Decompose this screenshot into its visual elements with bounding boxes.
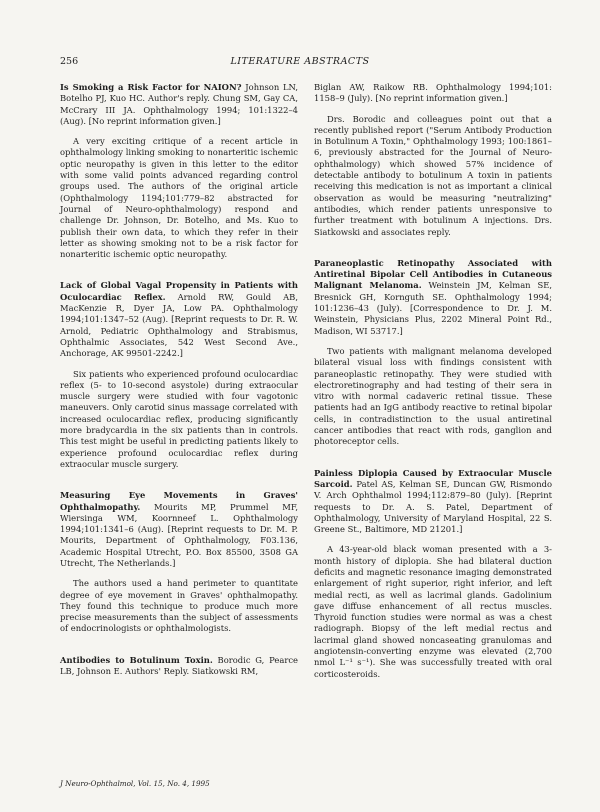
abstract-citation: Patel AS, Kelman SE, Duncan GW, Rismondo V. Arch Ophthalmol 1994;112:879–80 (July). [Reprint requests to Dr. A. S. Patel, Department of Ophthalmology, University of Maryland Hospital, 22 S. Greene St., Baltimore, MD 21201.] [314, 478, 552, 535]
abstract-citation: Weinstein JM, Kelman SE, Bresnick GH, Kornguth SE. Ophthalmology 1994; 101:1236–43 (July). [Correspondence to Dr. J. M. Weinstein, Physicians Plus, 2202 Mineral Point Rd., Madison, WI 53717.] [314, 280, 552, 336]
abstract-body: Two patients with malignant melanoma developed bilateral visual loss with findings consistent with paraneoplastic retinopathy. They were studied with electroretinography and had testing of their sera in vitro with normal cadaveric retinal tissue. These patients had an IgG antibody reactive to retinal bipolar cells, in contradistinction to the usual antiretinal cancer antibodies that react with rods, ganglion and photoreceptor cells. [314, 345, 552, 447]
abstract-graves-eye-movements [60, 490, 298, 635]
left-column [60, 82, 298, 697]
abstract-body: Six patients who experienced profound oculocardiac reflex (5- to 10-second asystole) during extraocular muscle surgery were studied with four vagotonic maneuvers. Only carotid sinus massage correlated with increased oculocardiac reflex, producing significantly more bradycardia in the six patients than in controls. This test might be useful in predicting patients likely to experience profound oculocardiac reflex during extraocular muscle surgery. [60, 368, 298, 469]
abstract-body: Drs. Borodic and colleagues point out that a recently published report ("Serum Antibody Production in Botulinum A Toxin," Ophthalmology 1993; 100:1861–6, previously abstracted for the Journal of Neuro-ophthalmology) which showed 57% incidence of detectable antibody to botulinum A toxin in patients receiving this medication is not as important a clinical observation as would be measuring "neutralizing" antibodies, which render patients unresponsive to further treatment with botulinum A injections. Drs. Siatkowski and associates reply. [314, 113, 552, 237]
abstract-title: Is Smoking a Risk Factor for NAION? [60, 82, 242, 92]
abstract-citation: Arnold RW, Gould AB, MacKenzie R, Dyer JA, Low PA. Ophthalmology 1994;101:1347–52 (Aug). [Reprint requests to Dr. R. W. Arnold, Pediatric Ophthalmology and Strabismus, Ophthalmic Associates, 542 West Second Ave., Anchorage, AK 99501-2242.] [60, 291, 298, 359]
abstract-title: Antibodies to Botulinum Toxin. [60, 654, 213, 665]
page-number: 256 [60, 56, 79, 67]
abstract-vagal-propensity [60, 280, 298, 470]
abstract-title: Paraneoplastic Retinopathy Associated with Antiretinal Bipolar Cell Antibodies in Cutaneous Malignant Melanoma. [314, 257, 552, 291]
abstract-citation-continued: Biglan AW, Raikow RB. Ophthalmology 1994;101: 1158–9 (July). [No reprint information given.] [314, 82, 552, 104]
abstract-painless-diplopia [314, 468, 552, 680]
abstract-botulinum-antibodies-continued [314, 82, 552, 238]
abstract-botulinum-antibodies [60, 655, 298, 678]
abstract-body: The authors used a hand perimeter to quantitate degree of eye movement in Graves' ophthalmopathy. They found this technique to produce much more precise measurements than the subject of assessments of endocrinologists or ophthalmologists. [60, 578, 298, 634]
section-title: LITERATURE ABSTRACTS [230, 56, 370, 67]
running-head [60, 56, 540, 70]
abstract-paraneoplastic-retinopathy [314, 258, 552, 448]
abstract-body: A very exciting critique of a recent article in ophthalmology linking smoking to nonarteritic ischemic optic neuropathy is given in this letter to the editor with some valid points advanced regarding control groups used. The authors of the original article (Ophthalmology 1194;101:779–82 abstracted for Journal of Neuro-ophthalmology) respond and challenge Dr. Johnson, Dr. Botelho, and Ms. Kuo to publish their own data, to which they refer in their letter as showing smoking not to be a risk factor for nonarteritic ischemic optic neuropathy. [60, 136, 298, 260]
right-column [314, 82, 552, 700]
abstract-body: A 43-year-old black woman presented with a 3-month history of diplopia. She had bilateral duction deficits and magnetic resonance imaging demonstrated enlargement of right superior, right inferior, and left medial recti, as well as lacrimal glands. Gadolinium gave diffuse enhancement of all rectus muscles. Thyroid function studies were normal as was a chest radiograph. Biopsy of the left medial rectus and lacrimal gland showed noncaseating granulomas and angiotensin-converting enzyme was elevated (2,700 nmol L⁻¹ s⁻¹). She was successfully treated with oral corticosteroids. [314, 544, 552, 679]
abstract-citation: Borodic G, Pearce LB, Johnson E. Authors' Reply. Siatkowski RM, [60, 654, 298, 677]
abstract-citation: Mourits MP, Prummel MF, Wiersinga WM, Koornneef L. Ophthalmology 1994;101:1341–6 (Aug). [Reprint requests to Dr. M. P. Mourits, Department of Ophthalmology, F03.136, Academic Hospital Utrecht, P.O. Box 85500, 3508 GA Utrecht, The Netherlands.] [60, 501, 298, 568]
abstract-title: Measuring Eye Movements in Graves' Ophthalmopathy. [60, 490, 298, 512]
abstract-naion [60, 82, 298, 260]
abstract-citation: Johnson LN, Botelho PJ, Kuo HC. Author's reply. Chung SM, Gay CA, McCrary III JA. Ophthalmology 1994; 101:1322–4 (Aug). [No reprint information given.] [60, 82, 298, 126]
abstract-title: Lack of Global Vagal Propensity in Patients with Oculocardiac Reflex. [60, 280, 298, 302]
journal-footer: J Neuro-Ophthalmol, Vol. 15, No. 4, 1995 [60, 779, 210, 788]
abstract-title: Painless Diplopia Caused by Extraocular Muscle Sarcoid. [314, 467, 552, 489]
